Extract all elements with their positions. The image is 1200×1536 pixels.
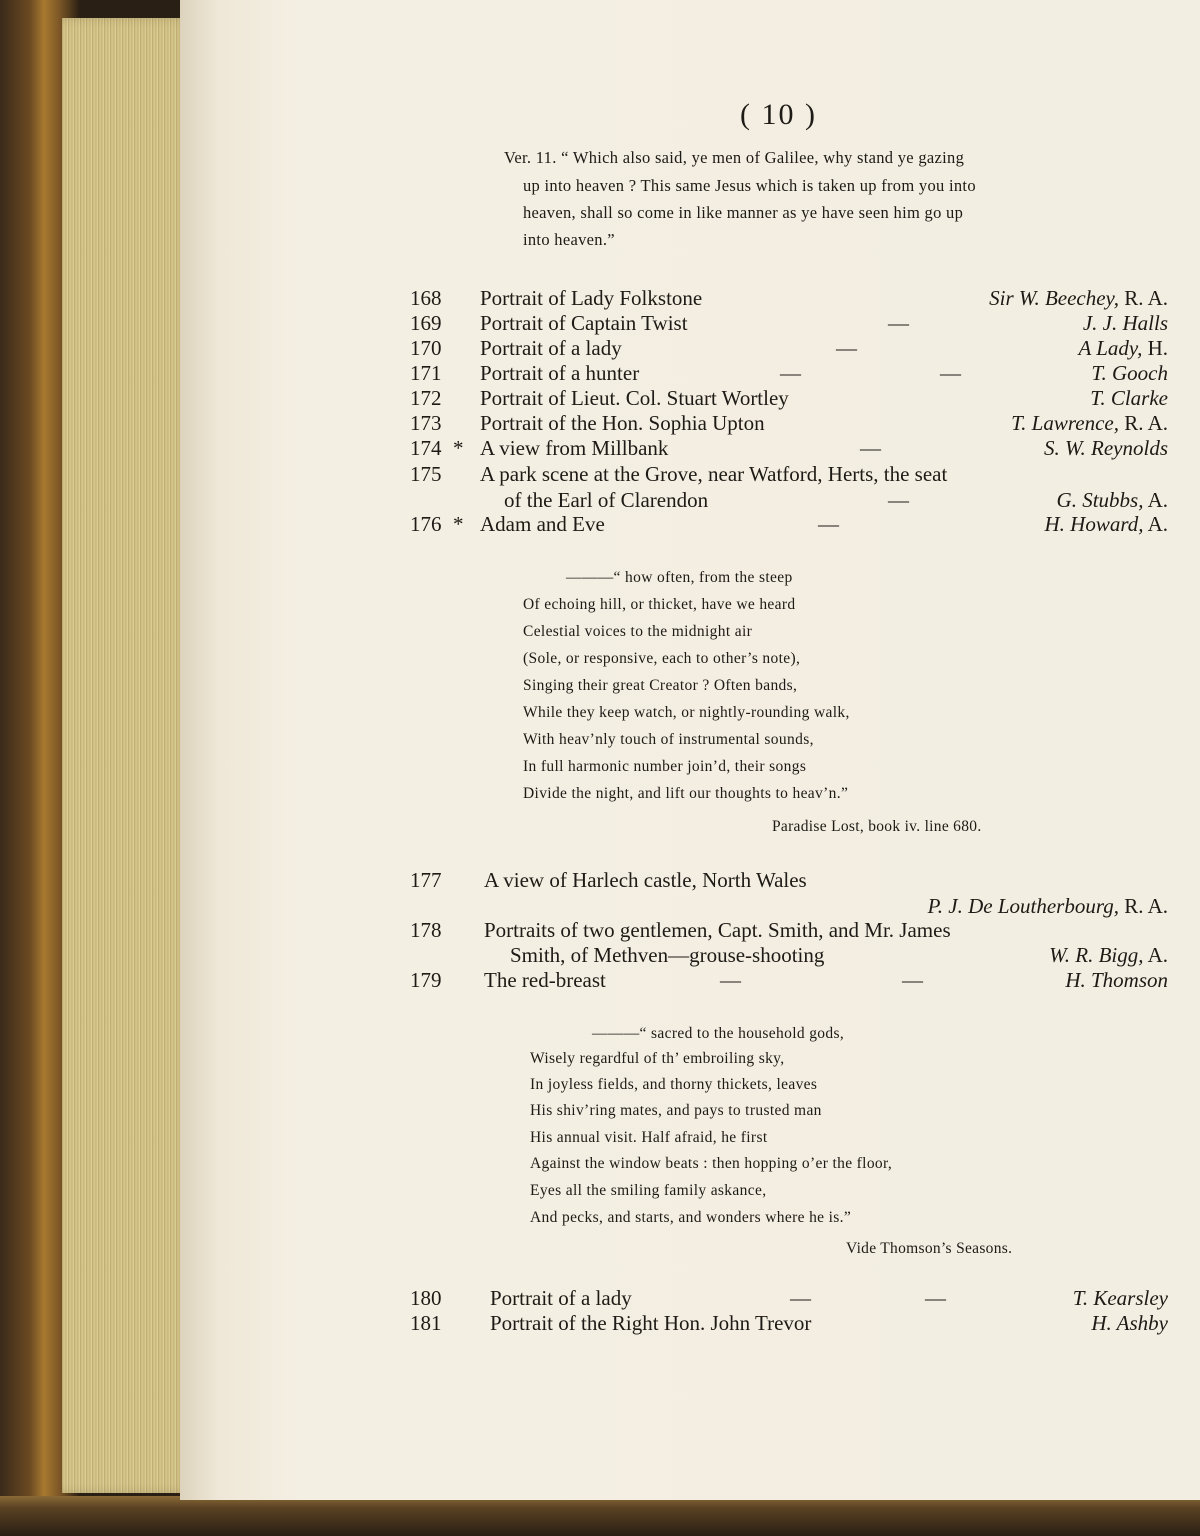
- catalogue-entry: [180, 361, 1180, 387]
- artist-name: T. Gooch: [1091, 361, 1168, 385]
- artist-name: W. R. Bigg,: [1049, 943, 1144, 967]
- artist-suffix: H.: [1142, 336, 1168, 360]
- catalogue-entry: [180, 462, 1180, 514]
- catalogue-entry: [180, 1311, 1180, 1337]
- artist-name: J. J. Halls: [1082, 311, 1168, 335]
- entry-artist: [1090, 386, 1168, 411]
- entry-dash: —: [860, 436, 881, 460]
- entry-title: Portrait of a hunter: [480, 361, 640, 385]
- entry-dash: —: [888, 311, 909, 335]
- artist-suffix: R. A.: [1118, 286, 1168, 310]
- poem-line: And pecks, and starts, and wonders where he is.”: [530, 1209, 852, 1226]
- entry-artist: [1057, 488, 1168, 513]
- poem-line: With heav’nly touch of instrumental sounds,: [523, 731, 814, 748]
- entry-dash: —: [720, 968, 741, 992]
- entry-title: Portrait of the Right Hon. John Trevor: [490, 1311, 812, 1335]
- page-number: ( 10 ): [740, 98, 817, 131]
- entry-title-continued: of the Earl of Clarendon: [504, 488, 709, 512]
- entry-title: The red-breast: [484, 968, 606, 992]
- entry-title: Adam and Eve: [480, 512, 605, 536]
- poem-line: Wisely regardful of th’ embroiling sky,: [530, 1050, 785, 1067]
- entry-dash: —: [818, 512, 839, 536]
- catalogue-entry: [180, 311, 1180, 337]
- entry-artist: [1011, 411, 1168, 436]
- entry-title: Portraits of two gentlemen, Capt. Smith, and Mr. James: [484, 918, 951, 942]
- entry-title: Portrait of Lieut. Col. Stuart Wortley: [480, 386, 789, 410]
- entry-title: Portrait of Lady Folkstone: [480, 286, 703, 310]
- entry-dash: —: [780, 361, 801, 385]
- entry-artist: [1079, 336, 1168, 361]
- artist-name: T. Clarke: [1090, 386, 1168, 410]
- catalogue-entry: [180, 968, 1180, 994]
- page-edges: [62, 18, 193, 1493]
- entry-title: Portrait of the Hon. Sophia Upton: [480, 411, 765, 435]
- entry-dash: —: [902, 968, 923, 992]
- entry-dash: —: [925, 1286, 946, 1310]
- entry-title-continued: Smith, of Methven—grouse-shooting: [510, 943, 825, 967]
- entry-dash: —: [836, 336, 857, 360]
- poem-line: Against the window beats : then hopping o’er the floor,: [530, 1155, 893, 1172]
- entry-number: 168: [410, 286, 442, 310]
- entry-artist: [1083, 311, 1168, 336]
- artist-name: Sir W. Beechey,: [989, 286, 1119, 310]
- artist-suffix: A.: [1143, 488, 1168, 512]
- entry-title: Portrait of a lady: [490, 1286, 632, 1310]
- artist-suffix: A.: [1143, 512, 1168, 536]
- artist-name: T. Kearsley: [1072, 1286, 1168, 1310]
- entry-asterisk: *: [453, 512, 464, 536]
- artist-suffix: R. A.: [1118, 894, 1168, 918]
- artist-suffix: R. A.: [1118, 411, 1168, 435]
- entry-title: A view from Millbank: [480, 436, 669, 460]
- entry-dash: —: [940, 361, 961, 385]
- book-page: [180, 0, 1200, 1500]
- artist-name: H. Ashby: [1091, 1311, 1168, 1335]
- entry-artist: [1045, 512, 1169, 537]
- entry-artist: [1091, 1311, 1168, 1336]
- poem-line: Divide the night, and lift our thoughts to heav’n.”: [523, 785, 849, 802]
- artist-name: T. Lawrence,: [1011, 411, 1119, 435]
- catalogue-entry: [180, 918, 1180, 968]
- book-bottom-edge: [0, 1496, 1200, 1536]
- scripture-line: Ver. 11. “ Which also said, ye men of Galilee, why stand ye gazing: [504, 148, 965, 167]
- poem-line: His shiv’ring mates, and pays to trusted man: [530, 1102, 822, 1119]
- poem-line: Of echoing hill, or thicket, have we heard: [523, 596, 796, 613]
- entry-number: 171: [410, 361, 442, 385]
- entry-number: 179: [410, 968, 442, 992]
- scripture-line: into heaven.”: [523, 230, 615, 249]
- catalogue-entry: [180, 512, 1180, 538]
- catalogue-entry: [180, 386, 1180, 412]
- entry-artist: [928, 894, 1168, 919]
- poem-source: Vide Thomson’s Seasons.: [846, 1240, 1013, 1257]
- catalogue-entry: [180, 436, 1180, 462]
- entry-number: 175: [410, 462, 442, 486]
- entry-number: 181: [410, 1311, 442, 1335]
- catalogue-entry: [180, 336, 1180, 362]
- entry-artist: [1073, 1286, 1168, 1311]
- entry-number: 173: [410, 411, 442, 435]
- poem-line: Eyes all the smiling family askance,: [530, 1182, 767, 1199]
- poem-line: ———“ how often, from the steep: [566, 569, 793, 586]
- entry-title: Portrait of a lady: [480, 336, 622, 360]
- artist-name: H. Thomson: [1065, 968, 1168, 992]
- entry-number: 174: [410, 436, 442, 460]
- poem-line: Singing their great Creator ? Often bands,: [523, 677, 798, 694]
- poem-line: (Sole, or responsive, each to other’s note),: [523, 650, 801, 667]
- artist-name: A Lady,: [1078, 336, 1143, 360]
- entry-number: 170: [410, 336, 442, 360]
- catalogue-entry: [180, 286, 1180, 312]
- entry-dash: —: [888, 488, 909, 512]
- poem-line: In full harmonic number join’d, their songs: [523, 758, 807, 775]
- poem-line: Celestial voices to the midnight air: [523, 623, 753, 640]
- artist-name: H. Howard,: [1044, 512, 1144, 536]
- poem-line: ———“ sacred to the household gods,: [592, 1025, 845, 1042]
- catalogue-entry: [180, 868, 1180, 918]
- poem-line: In joyless fields, and thorny thickets, leaves: [530, 1076, 818, 1093]
- artist-name: P. J. De Loutherbourg,: [927, 894, 1119, 918]
- entry-asterisk: *: [453, 436, 464, 460]
- artist-name: S. W. Reynolds: [1043, 436, 1168, 460]
- entry-title: A view of Harlech castle, North Wales: [484, 868, 807, 892]
- entry-artist: [1049, 943, 1168, 968]
- scripture-line: heaven, shall so come in like manner as ye have seen him go up: [523, 203, 964, 222]
- catalogue-entry: [180, 1286, 1180, 1312]
- poem-line: His annual visit. Half afraid, he first: [530, 1129, 768, 1146]
- poem-source: Paradise Lost, book iv. line 680.: [772, 818, 982, 835]
- entry-title: Portrait of Captain Twist: [480, 311, 688, 335]
- poem-line: While they keep watch, or nightly-rounding walk,: [523, 704, 850, 721]
- entry-artist: [989, 286, 1168, 311]
- entry-number: 169: [410, 311, 442, 335]
- entry-number: 177: [410, 868, 442, 892]
- entry-number: 178: [410, 918, 442, 942]
- entry-artist: [1065, 968, 1168, 993]
- artist-suffix: A.: [1143, 943, 1168, 967]
- entry-title: A park scene at the Grove, near Watford, Herts, the seat: [480, 462, 948, 486]
- artist-name: G. Stubbs,: [1056, 488, 1144, 512]
- entry-dash: —: [790, 1286, 811, 1310]
- catalogue-entry: [180, 411, 1180, 437]
- entry-number: 180: [410, 1286, 442, 1310]
- entry-artist: [1091, 361, 1168, 386]
- entry-number: 176: [410, 512, 442, 536]
- entry-number: 172: [410, 386, 442, 410]
- scripture-line: up into heaven ? This same Jesus which is taken up from you into: [523, 176, 976, 195]
- entry-artist: [1044, 436, 1168, 461]
